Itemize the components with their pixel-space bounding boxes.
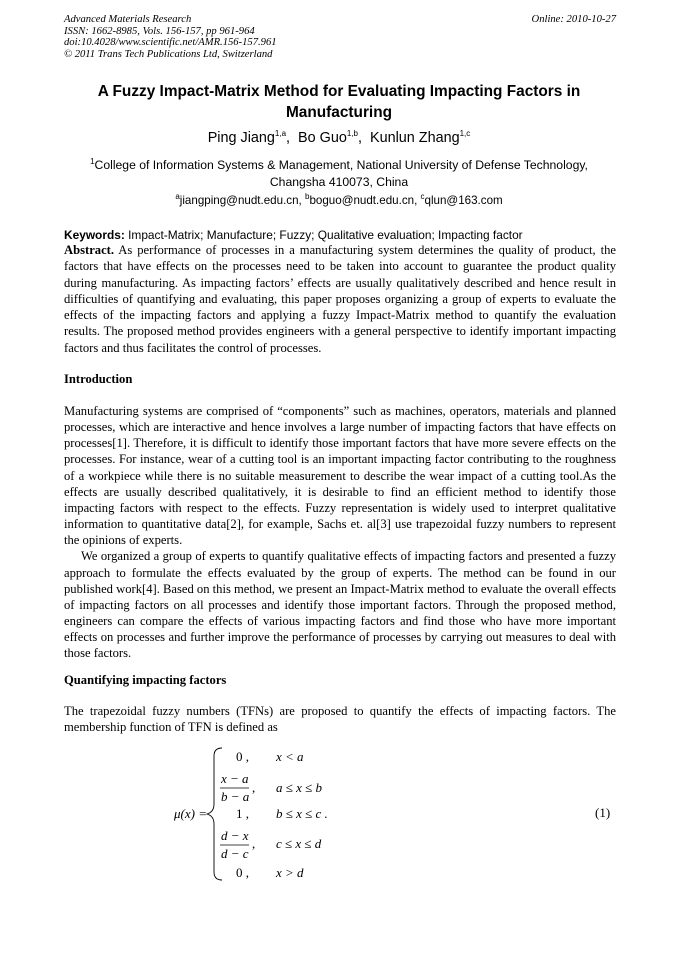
author-name: Bo Guo xyxy=(298,130,347,146)
section-heading-quantifying: Quantifying impacting factors xyxy=(64,673,227,687)
affiliation xyxy=(64,157,614,190)
author-sep: , xyxy=(357,130,370,146)
quantifying-body: The trapezoidal fuzzy numbers (TFNs) are proposed to quantify the effects of impacting factors. The membership function of TFN is defined as xyxy=(64,704,616,735)
eq-case-1-den: b − a xyxy=(221,789,250,804)
eq-case-2-value: 1 , xyxy=(236,806,249,821)
equation-number: (1) xyxy=(595,805,611,820)
eq-case-2-condition: b ≤ x ≤ c . xyxy=(276,806,328,821)
paper-title xyxy=(64,81,614,123)
eq-case-1-condition: a ≤ x ≤ b xyxy=(276,780,323,795)
eq-case-4-condition: x > d xyxy=(276,865,304,880)
eq-case-0-condition: x < a xyxy=(276,749,304,764)
affiliation-line-2: Changsha 410073, China xyxy=(269,174,409,189)
email-list xyxy=(64,193,614,208)
keywords-label: Keywords: xyxy=(64,228,125,242)
email-link[interactable]: jiangping@nudt.edu.cn xyxy=(179,194,299,207)
journal-name: Advanced Materials Research xyxy=(64,14,192,25)
title-line-1: A Fuzzy Impact-Matrix Method for Evaluating Impacting Factors in xyxy=(97,83,581,100)
author-name: Ping Jiang xyxy=(207,130,275,146)
eq-case-3-condition: c ≤ x ≤ d xyxy=(276,836,322,851)
eq-case-1-comma: , xyxy=(252,780,256,795)
issn-line: ISSN: 1662-8985, Vols. 156-157, pp 961-964 xyxy=(64,25,255,37)
eq-case-4-value: 0 , xyxy=(236,865,249,880)
eq-case-3-num: d − x xyxy=(221,828,249,843)
equation-1 xyxy=(0,744,678,884)
author-sup: 1,c xyxy=(459,129,471,139)
section-heading-introduction: Introduction xyxy=(64,372,133,386)
introduction-body xyxy=(64,403,616,662)
email-sup: c xyxy=(420,192,425,202)
email-sep: , xyxy=(414,194,421,207)
author-name: Kunlun Zhang xyxy=(369,130,460,146)
equation-svg xyxy=(0,744,678,884)
eq-case-3-den: d − c xyxy=(221,846,249,861)
copyright-line: © 2011 Trans Tech Publications Ltd, Switzerland xyxy=(64,48,273,60)
affiliation-sup: 1 xyxy=(90,156,95,166)
eq-case-1-num: x − a xyxy=(221,771,249,786)
paragraph: We organized a group of experts to quantify qualitative effects of impacting factors and presented a fuzzy approach to formulate the effects evaluated by the group of experts. The method can be found in our published work[4]. Based on this method, we present an Impact-Matrix method to evaluate the overall effects of impacting factors on all processes and identify those important factors. Through the proposed method, engineers can compare the effects of various impacting factors and find those who have more important effects on processes and further improve the performance of processes by carrying out measures to deal with those factors. xyxy=(64,549,616,661)
eq-case-3-comma: , xyxy=(252,836,256,851)
abstract xyxy=(64,242,616,356)
email-link[interactable]: qlun@163.com xyxy=(424,194,503,207)
author-sep: , xyxy=(286,130,299,146)
doi-line: doi:10.4028/www.scientific.net/AMR.156-157.961 xyxy=(64,37,277,49)
email-link[interactable]: boguo@nudt.edu.cn xyxy=(309,194,415,207)
journal-header xyxy=(64,14,616,60)
online-date: Online: 2010-10-27 xyxy=(531,14,616,25)
keywords xyxy=(64,228,616,243)
eq-brace xyxy=(207,748,222,880)
email-sup: a xyxy=(175,192,180,202)
author-list xyxy=(64,129,614,147)
paragraph: Manufacturing systems are comprised of “components” such as machines, operators, materials and planned processes, which are interactive and hence involves a large number of impacting factors that have effects on processes[1]. Therefore, it is difficult to identify those important factors that have more severe effects on the processes. For instance, wear of a cutting tool is an important impacting factor contributing to the roughness of a workpiece while there is no suitable measurement to describe the wear impact of a cutting tool.As the effects are usually described qualitatively, it is desirable to find an efficient method to identify those impacting factors with respect to the effects. Fuzzy representation is widely used to interpret qualitative information to quantitative data[2], for example, Sachs et. al[3] use trapezoidal fuzzy numbers to represent the opinions of experts. xyxy=(64,404,616,548)
abstract-label: Abstract. xyxy=(64,243,115,257)
affiliation-line-1: College of Information Systems & Management, National University of Defense Technology, xyxy=(94,158,588,172)
abstract-text: As performance of processes in a manufacturing system determines the quality of product, the factors that have effects on the processes need to be taken into account to guarantee the product quality during manufacturing. As impacting factors’ effects are usually qualitatively described and hence result in difficulties of quantifying and evaluating, this paper proposes organizing a group of experts to evaluate the effects of the impacting factors and applying a fuzzy Impact-Matrix method to quantify the evaluation results. The proposed method provides engineers with a general perspective to identify important impacting factors and thus facilitates the control of processes. xyxy=(64,243,616,355)
email-sup: b xyxy=(305,192,310,202)
keywords-text: Impact-Matrix; Manufacture; Fuzzy; Qualitative evaluation; Impacting factor xyxy=(128,228,523,242)
eq-case-0-value: 0 , xyxy=(236,749,249,764)
author-sup: 1,b xyxy=(346,129,358,139)
author-sup: 1,a xyxy=(274,129,287,139)
email-sep: , xyxy=(298,194,305,207)
eq-lhs: μ(x) = xyxy=(174,806,207,821)
title-line-2: Manufacturing xyxy=(285,104,393,121)
